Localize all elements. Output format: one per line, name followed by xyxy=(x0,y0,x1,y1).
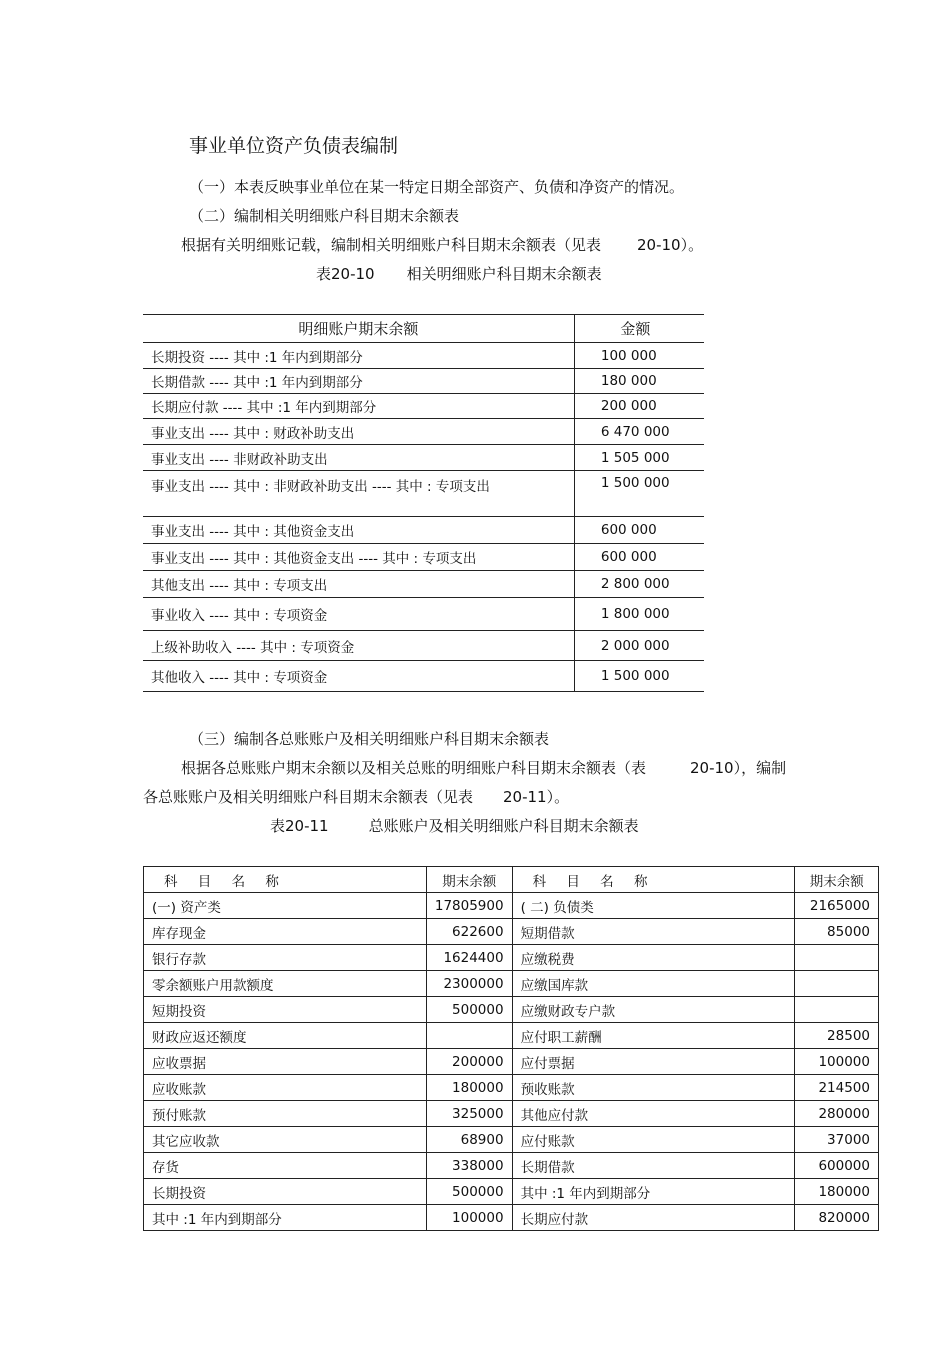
table-row xyxy=(144,919,879,945)
table-row xyxy=(143,661,704,692)
account-cell: 长期投资 ---- 其中 :1 年内到期部分 xyxy=(143,343,574,369)
balance-cell: 180000 xyxy=(426,1075,512,1101)
account-cell: 事业支出 ---- 其中 : 财政补助支出 xyxy=(143,419,574,445)
account-cell: 事业支出 ---- 其中 : 其他资金支出 ---- 其中 : 专项支出 xyxy=(143,544,574,571)
account-cell: 事业支出 ---- 非财政补助支出 xyxy=(143,445,574,471)
balance-cell: 500000 xyxy=(426,997,512,1023)
caption-number: 表20-11 xyxy=(270,817,329,835)
account-name-cell: 应收账款 xyxy=(144,1075,427,1101)
account-cell: 上级补助收入 ---- 其中 : 专项资金 xyxy=(143,631,574,661)
paragraph-text: 各总账账户及相关明细账户科目期末余额表（见表 xyxy=(143,788,474,806)
table-reference: 20-10），编制 xyxy=(690,759,787,777)
account-name-cell: 存货 xyxy=(144,1153,427,1179)
balance-cell: 214500 xyxy=(795,1075,879,1101)
table-row xyxy=(144,1153,879,1179)
balance-cell: 68900 xyxy=(426,1127,512,1153)
account-name-cell: 应付票据 xyxy=(512,1049,795,1075)
balance-cell: 280000 xyxy=(795,1101,879,1127)
balance-cell: 37000 xyxy=(795,1127,879,1153)
account-cell: 长期借款 ---- 其中 :1 年内到期部分 xyxy=(143,369,574,394)
account-name-cell: 预收账款 xyxy=(512,1075,795,1101)
balance-cell: 325000 xyxy=(426,1101,512,1127)
balance-cell xyxy=(795,971,879,997)
section-3-heading: （三）编制各总账账户及相关明细账户科目期末余额表 xyxy=(189,730,550,748)
table-row xyxy=(144,1023,879,1049)
account-cell: 长期应付款 ---- 其中 :1 年内到期部分 xyxy=(143,394,574,419)
amount-cell: 180 000 xyxy=(574,369,704,394)
balance-cell: 338000 xyxy=(426,1153,512,1179)
table-row xyxy=(144,1049,879,1075)
table-20-10 xyxy=(143,314,704,692)
account-name-cell: 其它应收款 xyxy=(144,1127,427,1153)
section-2-paragraph xyxy=(181,234,703,255)
account-cell: 事业支出 ---- 其中 : 非财政补助支出 ---- 其中 : 专项支出 xyxy=(143,471,574,517)
caption-title: 相关明细账户科目期末余额表 xyxy=(406,265,602,283)
account-name-cell: ( 二) 负债类 xyxy=(512,893,795,919)
section-2-heading: （二）编制相关明细账户科目期末余额表 xyxy=(189,207,460,225)
amount-cell: 200 000 xyxy=(574,394,704,419)
section-1-heading: （一）本表反映事业单位在某一特定日期全部资产、负债和净资产的情况。 xyxy=(189,178,685,196)
balance-cell: 100000 xyxy=(426,1205,512,1231)
page-title: 事业单位资产负债表编制 xyxy=(189,135,399,157)
header-cell: 期末余额 xyxy=(795,867,879,893)
account-name-cell: 应付职工薪酬 xyxy=(512,1023,795,1049)
account-name-cell: 短期投资 xyxy=(144,997,427,1023)
amount-cell: 2 000 000 xyxy=(574,631,704,661)
section-3-paragraph-line1 xyxy=(181,757,786,778)
account-name-cell: 长期借款 xyxy=(512,1153,795,1179)
caption-title: 总账账户及相关明细账户科目期末余额表 xyxy=(368,817,639,835)
balance-cell xyxy=(795,945,879,971)
table-row xyxy=(144,1205,879,1231)
table-row xyxy=(144,1127,879,1153)
balance-cell: 85000 xyxy=(795,919,879,945)
account-name-cell: 长期投资 xyxy=(144,1179,427,1205)
balance-cell: 28500 xyxy=(795,1023,879,1049)
account-name-cell: (一) 资产类 xyxy=(144,893,427,919)
account-name-cell: 其中 :1 年内到期部分 xyxy=(512,1179,795,1205)
balance-cell xyxy=(795,997,879,1023)
account-name-cell: 预付账款 xyxy=(144,1101,427,1127)
table-20-10-caption xyxy=(316,263,602,284)
balance-cell: 500000 xyxy=(426,1179,512,1205)
account-name-cell: 银行存款 xyxy=(144,945,427,971)
table-row xyxy=(143,598,704,631)
account-name-cell: 其他应付款 xyxy=(512,1101,795,1127)
amount-cell: 2 800 000 xyxy=(574,571,704,598)
account-cell: 事业支出 ---- 其中 : 其他资金支出 xyxy=(143,517,574,544)
balance-cell: 2300000 xyxy=(426,971,512,997)
header-cell: 科 目 名 称 xyxy=(144,867,427,893)
balance-cell: 622600 xyxy=(426,919,512,945)
amount-cell: 1 500 000 xyxy=(574,471,704,517)
table-row xyxy=(144,1075,879,1101)
balance-cell: 1624400 xyxy=(426,945,512,971)
table-row xyxy=(144,893,879,919)
account-name-cell: 长期应付款 xyxy=(512,1205,795,1231)
account-name-cell: 短期借款 xyxy=(512,919,795,945)
table-row xyxy=(143,419,704,445)
amount-cell: 100 000 xyxy=(574,343,704,369)
table-header-row xyxy=(143,315,704,343)
account-name-cell: 应收票据 xyxy=(144,1049,427,1075)
header-cell: 科 目 名 称 xyxy=(512,867,795,893)
table-reference: 20-10）。 xyxy=(637,236,704,254)
amount-cell: 6 470 000 xyxy=(574,419,704,445)
account-name-cell: 财政应返还额度 xyxy=(144,1023,427,1049)
balance-cell: 180000 xyxy=(795,1179,879,1205)
balance-cell: 17805900 xyxy=(426,893,512,919)
header-cell: 期末余额 xyxy=(426,867,512,893)
table-row xyxy=(143,571,704,598)
amount-cell: 1 800 000 xyxy=(574,598,704,631)
balance-cell: 600000 xyxy=(795,1153,879,1179)
table-20-11 xyxy=(143,866,879,1231)
account-name-cell: 应缴国库款 xyxy=(512,971,795,997)
paragraph-text: 根据各总账账户期末余额以及相关总账的明细账户科目期末余额表（表 xyxy=(181,759,647,777)
header-cell: 金额 xyxy=(574,315,704,343)
balance-cell: 200000 xyxy=(426,1049,512,1075)
table-row xyxy=(144,971,879,997)
paragraph-text: 根据有关明细账记载，编制相关明细账户科目期末余额表（见表 xyxy=(181,236,602,254)
table-reference: 20-11）。 xyxy=(503,788,570,806)
table-row xyxy=(143,343,704,369)
table-row xyxy=(144,1179,879,1205)
header-cell: 明细账户期末余额 xyxy=(143,315,574,343)
table-header-row xyxy=(144,867,879,893)
account-name-cell: 应付账款 xyxy=(512,1127,795,1153)
table-row xyxy=(144,945,879,971)
table-row xyxy=(144,1101,879,1127)
account-name-cell: 其中 :1 年内到期部分 xyxy=(144,1205,427,1231)
account-name-cell: 应缴财政专户款 xyxy=(512,997,795,1023)
table-row xyxy=(143,369,704,394)
table-20-11-caption xyxy=(270,815,639,836)
amount-cell: 600 000 xyxy=(574,517,704,544)
amount-cell: 1 505 000 xyxy=(574,445,704,471)
account-name-cell: 零余额账户用款额度 xyxy=(144,971,427,997)
balance-cell: 2165000 xyxy=(795,893,879,919)
caption-number: 表20-10 xyxy=(316,265,375,283)
table-row xyxy=(143,445,704,471)
table-row xyxy=(143,517,704,544)
account-name-cell: 库存现金 xyxy=(144,919,427,945)
account-cell: 其他收入 ---- 其中 : 专项资金 xyxy=(143,661,574,692)
table-row xyxy=(144,997,879,1023)
account-cell: 其他支出 ---- 其中 : 专项支出 xyxy=(143,571,574,598)
table-row xyxy=(143,631,704,661)
balance-cell: 820000 xyxy=(795,1205,879,1231)
table-row xyxy=(143,544,704,571)
account-cell: 事业收入 ---- 其中 : 专项资金 xyxy=(143,598,574,631)
balance-cell xyxy=(426,1023,512,1049)
table-row xyxy=(143,394,704,419)
account-name-cell: 应缴税费 xyxy=(512,945,795,971)
section-3-paragraph-line2 xyxy=(143,786,569,807)
balance-cell: 100000 xyxy=(795,1049,879,1075)
amount-cell: 1 500 000 xyxy=(574,661,704,692)
table-row xyxy=(143,471,704,517)
amount-cell: 600 000 xyxy=(574,544,704,571)
